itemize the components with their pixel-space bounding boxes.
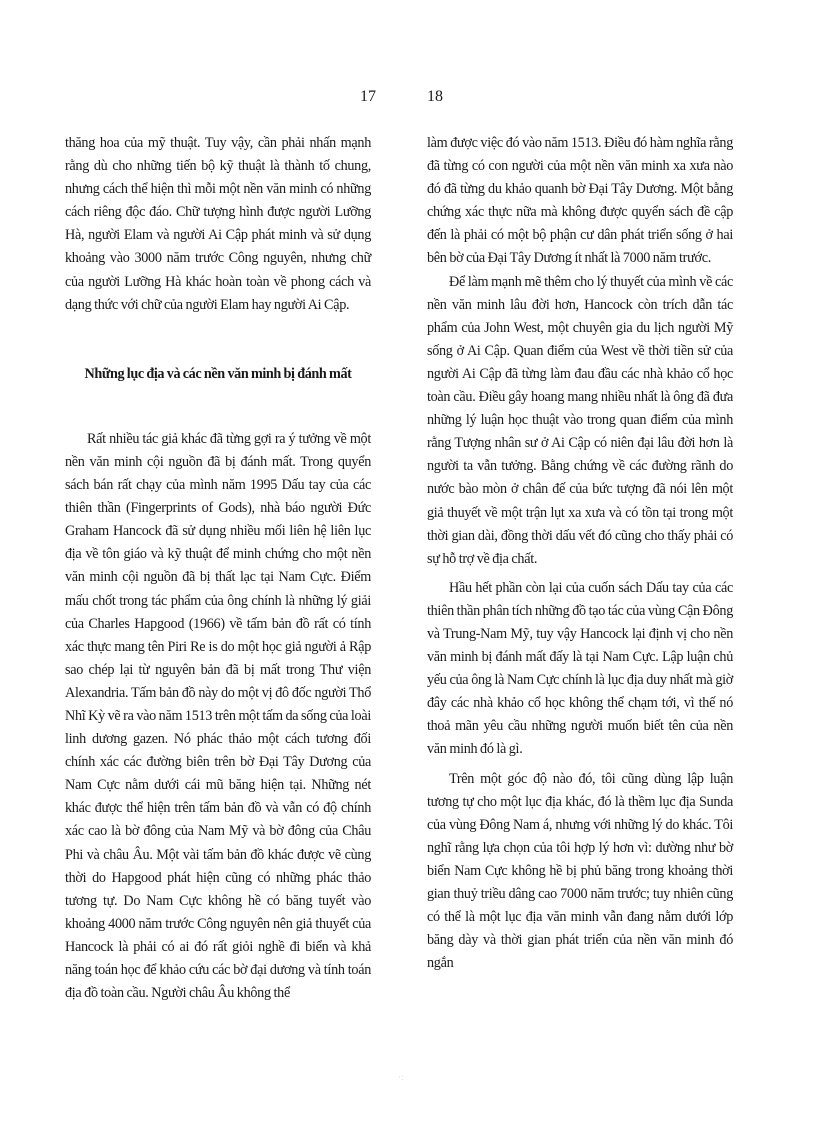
right-text-column: [427, 132, 733, 975]
page-number-left: 17: [360, 88, 376, 105]
left-paragraph-1: thăng hoa của mỹ thuật. Tuy vậy, cần phải nhấn mạnh rằng dù cho những tiến bộ kỹ thuật là thành tố chung, nhưng cách thể hiện thì mỗi một nền văn minh có những cách riêng độc đáo. Chữ tượng hình được người Lưỡng Hà, người Elam và người Ai Cập phát minh và sử dụng khoảng vào 3000 năm trước Công nguyên, nhưng chữ của người Lưỡng Hà khác hoàn toàn về phong cách và dạng thức với chữ của người Elam hay người Ai Cập.: [65, 135, 371, 313]
page-number-right: 18: [427, 88, 443, 105]
right-paragraph-3: Hầu hết phần còn lại của cuốn sách Dấu tay của các thiên thần phân tích những đồ tạo tác của vùng Cận Đông và Trung-Nam Mỹ, tuy vậy Hancock lại định vị cho nền văn minh bị đánh mất đấy là tại Nam Cực. Lập luận chủ yếu của ông là Nam Cực chính là lục địa duy nhất mà giờ đây các nhà khảo cổ học không thể chạm tới, vì thế nó thoả mãn yêu cầu những người muốn biết tên của nền văn minh đó là gì.: [427, 579, 733, 758]
right-paragraph-1: làm được việc đó vào năm 1513. Điều đó hàm nghĩa rằng đã từng có con người của một nền văn minh xa xưa nào đó đã từng du khảo quanh bờ Đại Tây Dương. Một bằng chứng xác thực nữa mà không được quyển sách đề cập đến là phải có một bộ phận cư dân phát triển sống ở hai bên bờ của Đại Tây Dương ít nhất là 7000 năm trước.: [427, 135, 733, 267]
footer-mark: ·:: [398, 1072, 404, 1082]
right-paragraph-4: Trên một góc độ nào đó, tôi cũng dùng lập luận tương tự cho một lục địa khác, đó là thềm lục địa Sunda của vùng Đông Nam á, nhưng với những lý do khác. Tôi nghĩ rằng lựa chọn của tôi hợp lý hơn vì: dường như bờ biển Nam Cực không hề bị phủ băng trong khoảng thời gian thuỷ triều dâng cao 7000 năm trước; tuy nhiên cũng có thể là một lục địa văn minh vẫn đang nằm dưới lớp băng dày và thời gian phát triển của nền văn minh đó ngắn: [427, 770, 733, 972]
section-heading: Những lục địa và các nền văn minh bị đánh mất: [84, 365, 352, 382]
right-paragraph-2: Để làm mạnh mẽ thêm cho lý thuyết của mình về các nền văn minh lâu đời hơn, Hancock còn trích dẫn tác phẩm của John West, một chuyên gia du lịch người Mỹ sống ở Ai Cập. Quan điểm của West về thời tiền sử của người Ai Cập đã từng làm đau đầu các nhà khảo cổ học toàn cầu. Điều gây hoang mang nhiều nhất là ông đã đưa những lý luận học thuật vào trong quan điểm của mình rằng Tượng nhân sư ở Ai Cập có niên đại lâu đời hơn là người ta vẫn tưởng. Bằng chứng về các đường rãnh do nước bào mòn ở chân đế của bức tượng đã nói lên một giả thuyết về một trận lụt xa xưa và có tồn tại trong một thời gian dài, đồng thời dấu vết đó cũng cho thấy phải có sự hỗ trợ về địa chất.: [427, 273, 733, 567]
left-paragraph-2: Rất nhiều tác giả khác đã từng gợi ra ý tưởng về một nền văn minh cội nguồn đã bị đánh mất. Trong quyển sách bán rất chạy của mình năm 1995 Dấu tay của các thiên thần (Fingerprints of Gods), nhà báo người Đức Graham Hancock đã sử dụng nhiều mối liên hệ liên lục địa về tôn giáo và kỹ thuật để minh chứng cho một nền văn minh cội nguồn đã bị thất lạc tại Nam Cực. Điểm mấu chốt trong tác phẩm của ông chính là những lý giải của Charles Hapgood (1966) về tấm bản đồ rất có tính xác thực mang tên Piri Re is do một học giả người ả Rập sao chép lại từ nguyên bản đã bị mất trong Thư viện Alexandria. Tấm bản đồ này do một vị đô đốc người Thổ Nhĩ Kỳ vẽ ra vào năm 1513 trên một tấm da sống của loài linh dương gazen. Nó phác thảo một cách tương đối chính xác các đường biên trên bờ Đại Tây Dương của Nam Cực nằm dưới cái mũ băng hiện tại. Những nét khác được thể hiện trên tấm bản đồ và vẫn có độ chính xác cao là bờ đông của Nam Mỹ và bờ đông của Châu Phi và châu Âu. Một vài tấm bản đồ khác được vẽ cùng thời do Hapgood phát hiện cũng có những phác thảo tương tự. Do Nam Cực không hề có băng tuyết vào khoảng 4000 năm trước Công nguyên nên giả thuyết của Hancock là phải có ai đó rất giỏi nghề đi biển và khả năng toán học để khảo cứu các bờ đại dương và tính toán địa đồ toàn cầu. Người châu Âu không thể: [65, 430, 371, 1002]
left-text-column: [65, 132, 371, 1005]
